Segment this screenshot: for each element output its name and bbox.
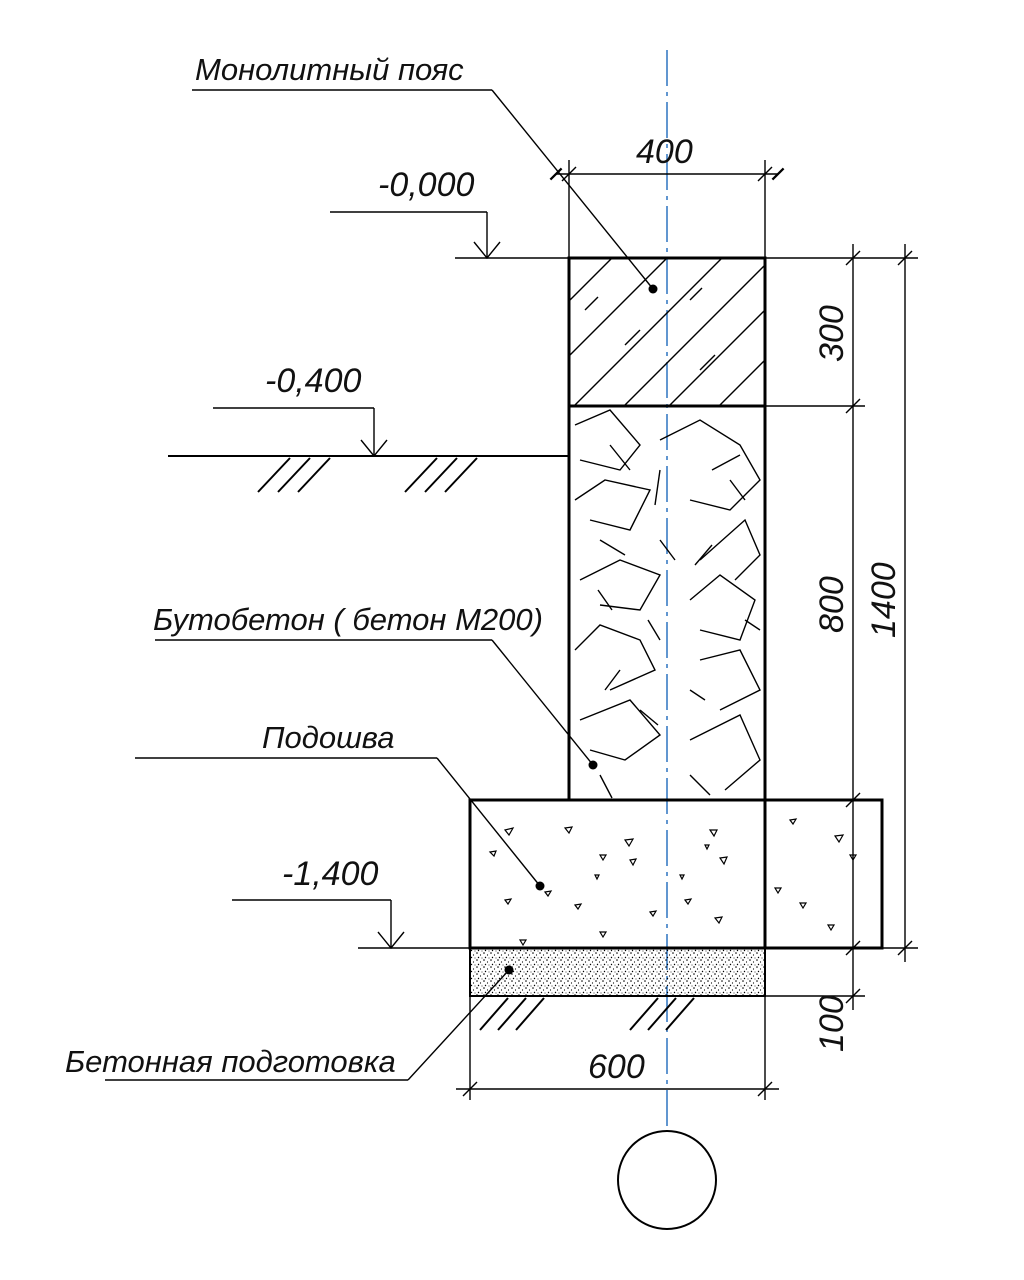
level-base-text: -1,400 [282, 855, 379, 893]
ground-line [168, 456, 569, 492]
dim-800-text: 800 [813, 576, 851, 633]
soil-hatch-bottom [480, 998, 694, 1030]
label-concrete-preparation: Бетонная подготовка [65, 1044, 396, 1079]
axis-bubble [618, 1131, 716, 1229]
footing-sole [470, 800, 882, 948]
footing-concrete-aggregate [490, 819, 856, 945]
dim-600-text: 600 [588, 1048, 645, 1086]
label-sole: Подошва [262, 720, 395, 755]
monolithic-belt [540, 250, 790, 425]
dimension-total-height [865, 244, 918, 962]
level-top-text: -0,000 [378, 166, 475, 204]
dim-300-text: 300 [813, 305, 851, 362]
dim-400-text: 400 [636, 133, 693, 171]
dimension-chain-inner [765, 244, 882, 1052]
dim-100-text: 100 [813, 995, 851, 1052]
level-mark-ground [213, 362, 387, 456]
label-rubble-concrete: Бутобетон ( бетон М200) [153, 602, 543, 637]
dim-1400-text: 1400 [865, 562, 903, 638]
level-mark-top [330, 166, 569, 258]
dimension-base-width [456, 996, 779, 1100]
concrete-preparation [470, 948, 765, 996]
level-mark-base [232, 855, 470, 948]
leader-concrete-preparation [65, 966, 514, 1081]
label-monolithic-belt: Монолитный пояс [195, 52, 464, 87]
level-ground-text: -0,400 [265, 362, 362, 400]
